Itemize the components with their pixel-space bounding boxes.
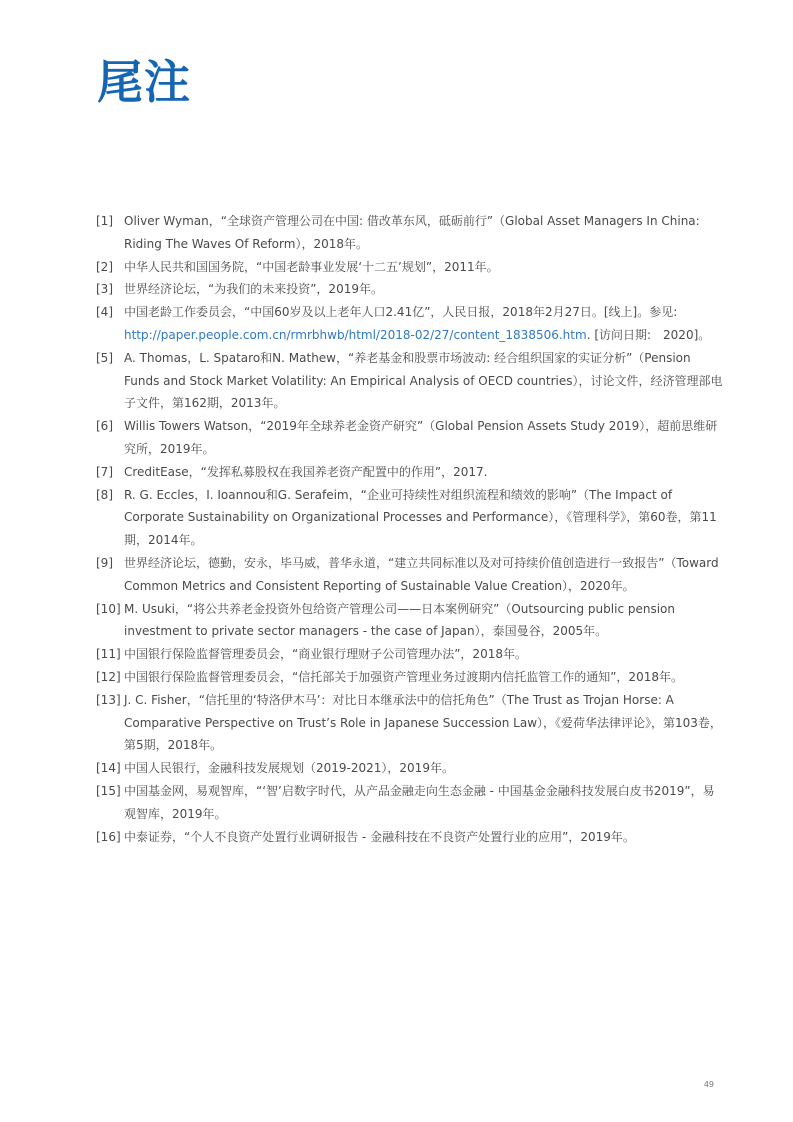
endnote-text: 中华人民共和国国务院，“中国老龄事业发展‘十二五’规划”，2011年。 — [124, 259, 499, 274]
endnote-number: [11] — [96, 647, 121, 662]
endnote-number: [16] — [96, 829, 121, 844]
endnote-number: [13] — [96, 692, 121, 707]
endnote-text: 中泰证券，“个人不良资产处置行业调研报告 - 金融科技在不良资产处置行业的应用”，2019年。 — [124, 829, 635, 844]
endnote-text: 中国基金网，易观智库，“‘智’启数字时代，从产品金融走向生态金融 - 中国基金金融科技发展白皮书2019”，易观智库，2019年。 — [124, 783, 715, 821]
endnote-16 — [96, 826, 726, 849]
endnote-7 — [96, 461, 726, 484]
endnote-text: 世界经济论坛，“为我们的未来投资”，2019年。 — [124, 282, 383, 297]
endnote-13 — [96, 689, 726, 757]
endnote-text: J. C. Fisher，“信托里的‘特洛伊木马’：对比日本继承法中的信托角色”（The Trust as Trojan Horse: A Comparative Perspective on Trust’s Role in Japanese Succession Law），《爱荷华法律评论》，第103卷，第5期，2018年。 — [124, 692, 722, 753]
endnote-9 — [96, 552, 726, 598]
endnote-text: Oliver Wyman，“全球资产管理公司在中国: 借改革东风，砥砺前行”（Global Asset Managers In China: Riding The Waves Of Reform），2018年。 — [124, 214, 700, 251]
endnote-text: R. G. Eccles，I. Ioannou和G. Serafeim，“企业可持续性对组织流程和绩效的影响”（The Impact of Corporate Sustainability on Organizational Processes and Performance），《管理科学》，第60卷，第11期，2014年。 — [124, 487, 717, 548]
endnote-11 — [96, 643, 726, 666]
endnote-number: [15] — [96, 783, 121, 798]
endnote-text: M. Usuki，“将公共养老金投资外包给资产管理公司——日本案例研究”（Outsourcing public pension investment to private sector managers - the case of Japan），泰国曼谷，2005年。 — [124, 601, 675, 639]
endnote-text-after-link: . [访问日期: 2020]。 — [586, 327, 711, 342]
endnote-10 — [96, 598, 726, 644]
source-link[interactable]: http://paper.people.com.cn/rmrbhwb/html/2018-02/27/content_1838506.htm — [124, 327, 587, 342]
page-number: 49 — [703, 1080, 714, 1089]
endnote-number: [1] — [96, 214, 113, 228]
endnote-5 — [96, 347, 726, 415]
endnote-number: [2] — [96, 259, 113, 274]
endnote-number: [7] — [96, 464, 113, 479]
endnote-3 — [96, 278, 726, 301]
endnote-number: [10] — [96, 601, 121, 616]
endnote-number: [5] — [96, 350, 113, 365]
endnote-text: CreditEase，“发挥私募股权在我国养老资产配置中的作用”，2017. — [124, 464, 488, 479]
endnote-15 — [96, 780, 726, 826]
endnote-number: [6] — [96, 419, 113, 434]
endnote-text: A. Thomas，L. Spataro和N. Mathew，“养老基金和股票市场波动: 经合组织国家的实证分析”（Pension Funds and Stock Market Volatility: An Empirical Analysis of OECD countries），讨论文件，经济管理部电子文件，第162期，2013年。 — [124, 350, 723, 411]
endnote-number: [4] — [96, 305, 113, 320]
endnote-text: 中国人民银行，金融科技发展规划（2019-2021），2019年。 — [124, 761, 454, 776]
endnote-text — [124, 301, 726, 347]
endnote-text: 世界经济论坛，德勤，安永，毕马威，普华永道，“建立共同标准以及对可持续价值创造进行一致报告”（Toward Common Metrics and Consistent Reporting of Sustainable Value Creation），2020年。 — [124, 555, 719, 593]
endnote-14 — [96, 757, 726, 780]
endnote-number: [12] — [96, 669, 121, 684]
endnote-2 — [96, 256, 726, 279]
page-title: 尾注 — [97, 55, 191, 109]
endnote-text-before-link: 中国老龄工作委员会，“中国60岁及以上老年人口2.41亿”，人民日报，2018年2月27日。[线上]。参见: — [124, 305, 678, 320]
endnote-text: Willis Towers Watson，“2019年全球养老金资产研究”（Global Pension Assets Study 2019），超前思维研究所，2019年。 — [124, 419, 718, 456]
endnote-number: [8] — [96, 487, 113, 502]
endnote-number: [14] — [96, 761, 121, 776]
endnote-number: [9] — [96, 555, 113, 570]
endnote-6 — [96, 415, 726, 461]
endnote-1 — [96, 210, 726, 256]
endnotes-list — [96, 210, 726, 848]
endnote-number: [3] — [96, 282, 113, 297]
endnote-text: 中国银行保险监督管理委员会，“商业银行理财子公司管理办法”，2018年。 — [124, 647, 527, 662]
endnote-4 — [96, 301, 726, 347]
endnote-text: 中国银行保险监督管理委员会，“信托部关于加强资产管理业务过渡期内信托监管工作的通知”，2018年。 — [124, 669, 683, 684]
endnote-8 — [96, 484, 726, 552]
endnote-12 — [96, 666, 726, 689]
